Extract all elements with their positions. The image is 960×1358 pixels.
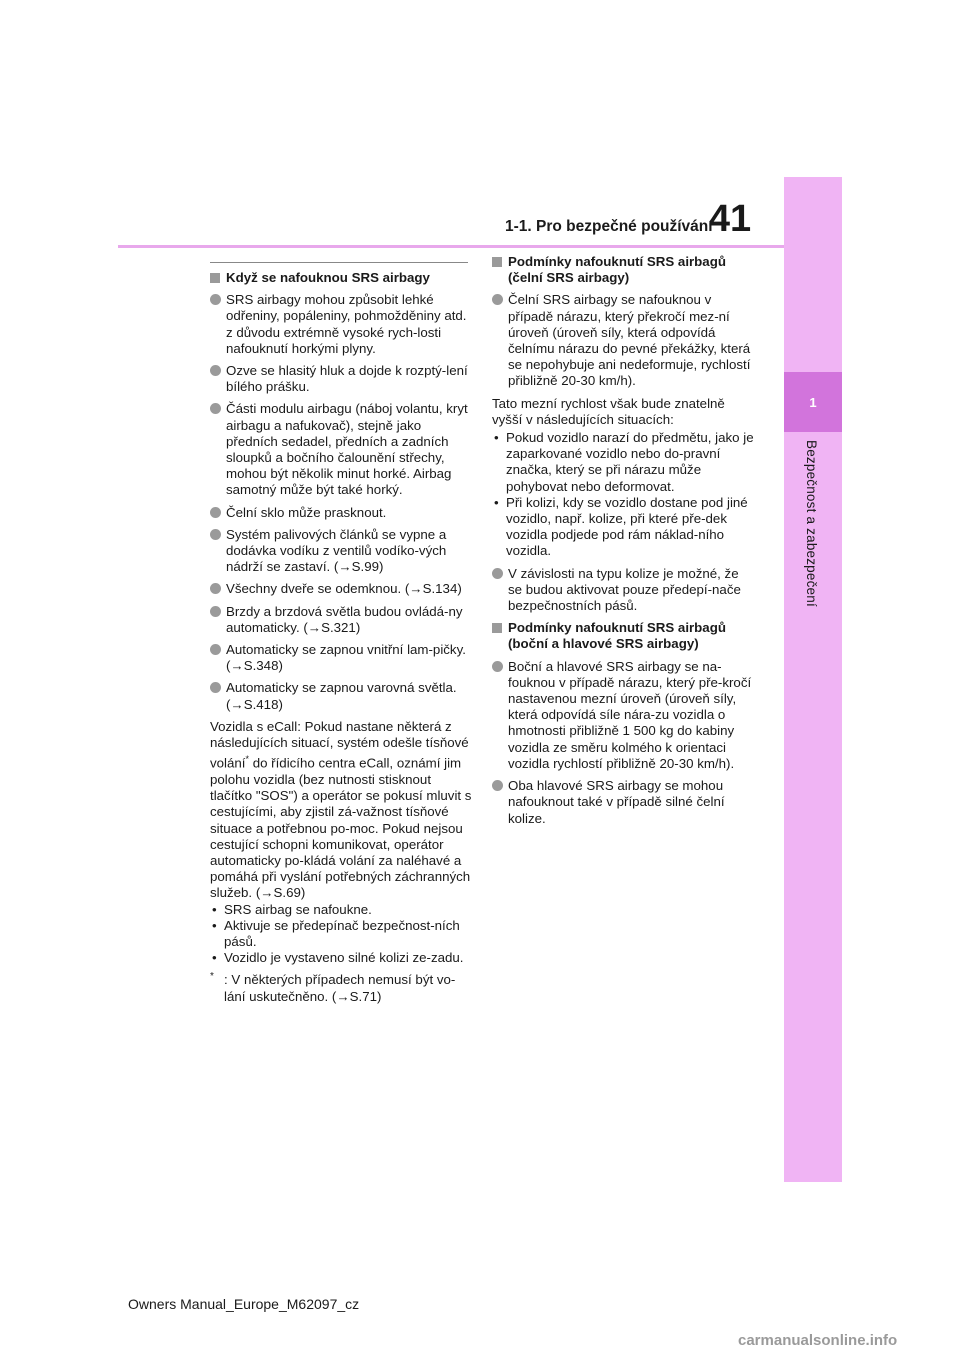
heading-frontal-conditions: Podmínky nafouknutí SRS airbagů (čelní SRS airbagy) [492, 254, 754, 286]
list-item: • Pokud vozidlo narazí do předmětu, jako je zaparkované vozidlo nebo do-pravní značka, který se při nárazu může pohybovat nebo deformovat. [492, 430, 754, 495]
circle-bullet-icon [210, 294, 221, 305]
list-item: • Při kolizi, kdy se vozidlo dostane pod jiné vozidlo, např. kolize, při které pře-dek vozidla podjede pod rám náklad-ního vozidla. [492, 495, 754, 560]
list-item: • Vozidlo je vystaveno silné kolizi ze-zadu. [210, 950, 472, 966]
side-tab [784, 177, 842, 1182]
list-item: Boční a hlavové SRS airbagy se na-fouknou v případě nárazu, který pře-kročí nastavenou mezní úroveň (úroveň síly, která odpovídá síle nára-zu vozidla o hmotnosti přibližně 1 500 kg do kabiny vozidla ze směru kolmého k orientaci vozidla rychlostí přibližně 20-30 km/h). [492, 659, 754, 772]
footer-manual-id: Owners Manual_Europe_M62097_cz [128, 1296, 360, 1312]
list-item: Brzdy a brzdová světla budou ovládá-ny automaticky. (→S.321) [210, 604, 472, 636]
ecall-paragraph: Vozidla s eCall: Pokud nastane některá z následujících situací, systém odešle tísňové volání* do řídicího centra eCall, oznámí jim polohu vozidla (bez nutnosti stisknout tlačítko "SOS") a operátor se pokusí mluvit s cestujícími, aby zjistil zá-važnost tísňové situace a potřebnou po-moc. Pokud nejsou cestující schopni komunikovat, operátor automaticky po-kládá volání za naléhavé a pomáhá při vyslání potřebných záchranných služeb. (→S.69) [210, 718, 472, 901]
circle-bullet-icon [492, 294, 503, 305]
footnote: * : V některých případech nemusí být vo-lání uskutečněno. (→S.71) [210, 971, 456, 1004]
list-item: • Aktivuje se předepínač bezpečnost-ních pásů. [210, 918, 472, 950]
circle-bullet-icon [210, 644, 221, 655]
list-item: Všechny dveře se odemknou. (→S.134) [210, 581, 472, 597]
square-bullet-icon [210, 273, 220, 283]
list-item: Systém palivových článků se vypne a dodávka vodíku z ventilů vodíko-vých nádrží se zastaví. (→S.99) [210, 527, 472, 576]
watermark: carmanualsonline.info [738, 1332, 898, 1349]
ecall-conditions-list [210, 902, 472, 967]
list-item: Ozve se hlasitý hluk a dojde k rozptý-lení bílého prášku. [210, 363, 472, 395]
list-item: Oba hlavové SRS airbagy se mohou nafouknout také v případě silné čelní kolize. [492, 778, 754, 827]
circle-bullet-icon [492, 780, 503, 791]
circle-bullet-icon [210, 529, 221, 540]
circle-bullet-icon [210, 403, 221, 414]
header-divider [118, 245, 785, 248]
list-item: Automaticky se zapnou varovná světla. (→S.418) [210, 680, 472, 712]
list-item: Automaticky se zapnou vnitřní lam-pičky. (→S.348) [210, 642, 472, 674]
heading-airbag-deployed: Když se nafouknou SRS airbagy [210, 270, 472, 286]
circle-bullet-icon [210, 682, 221, 693]
footnote-marker: * [210, 971, 214, 983]
list-item: SRS airbagy mohou způsobit lehké odřeniny, popáleniny, pohmožděniny atd. z důvodu extrémně vysoké rych-losti nafouknutí horkými plyny. [210, 292, 472, 357]
circle-bullet-icon [210, 606, 221, 617]
left-column [210, 262, 472, 1005]
list-item: • SRS airbag se nafoukne. [210, 902, 472, 918]
threshold-situations-list [492, 430, 754, 560]
list-item: Čelní sklo může prasknout. [210, 505, 472, 521]
circle-bullet-icon [492, 661, 503, 672]
circle-bullet-icon [210, 365, 221, 376]
circle-bullet-icon [210, 583, 221, 594]
square-bullet-icon [492, 257, 502, 267]
chapter-title: Bezpečnost a zabezpečení [804, 440, 819, 607]
chapter-number-box [784, 372, 842, 432]
threshold-paragraph: Tato mezní rychlost však bude znatelně vyšší v následujících situacích: [492, 395, 725, 427]
chapter-number: 1 [809, 394, 817, 410]
list-item: V závislosti na typu kolize je možné, že se budou aktivovat pouze předepí-nače bezpečnostních pásů. [492, 566, 754, 615]
right-column [492, 254, 754, 833]
section-title: 1-1. Pro bezpečné používání [505, 218, 713, 235]
footnote-marker: * [245, 754, 249, 765]
list-item: Části modulu airbagu (náboj volantu, kryt airbagu a nafukovač), stejně jako předních sedadel, předních a zadních sloupků a bočního čalounění střechy, mohou být několik minut horké. Airbag samotný může být také horký. [210, 401, 472, 498]
list-item: Čelní SRS airbagy se nafouknou v případě nárazu, který překročí mez-ní úroveň (úroveň síly, která odpovídá čelnímu nárazu do pevné překážky, která se nepohybuje ani nedeformuje, rychlostí přibližně 20-30 km/h). [492, 292, 754, 389]
page-number: 41 [708, 198, 752, 240]
circle-bullet-icon [210, 507, 221, 518]
square-bullet-icon [492, 623, 502, 633]
heading-side-curtain-conditions: Podmínky nafouknutí SRS airbagů (boční a hlavové SRS airbagy) [492, 620, 754, 652]
circle-bullet-icon [492, 568, 503, 579]
